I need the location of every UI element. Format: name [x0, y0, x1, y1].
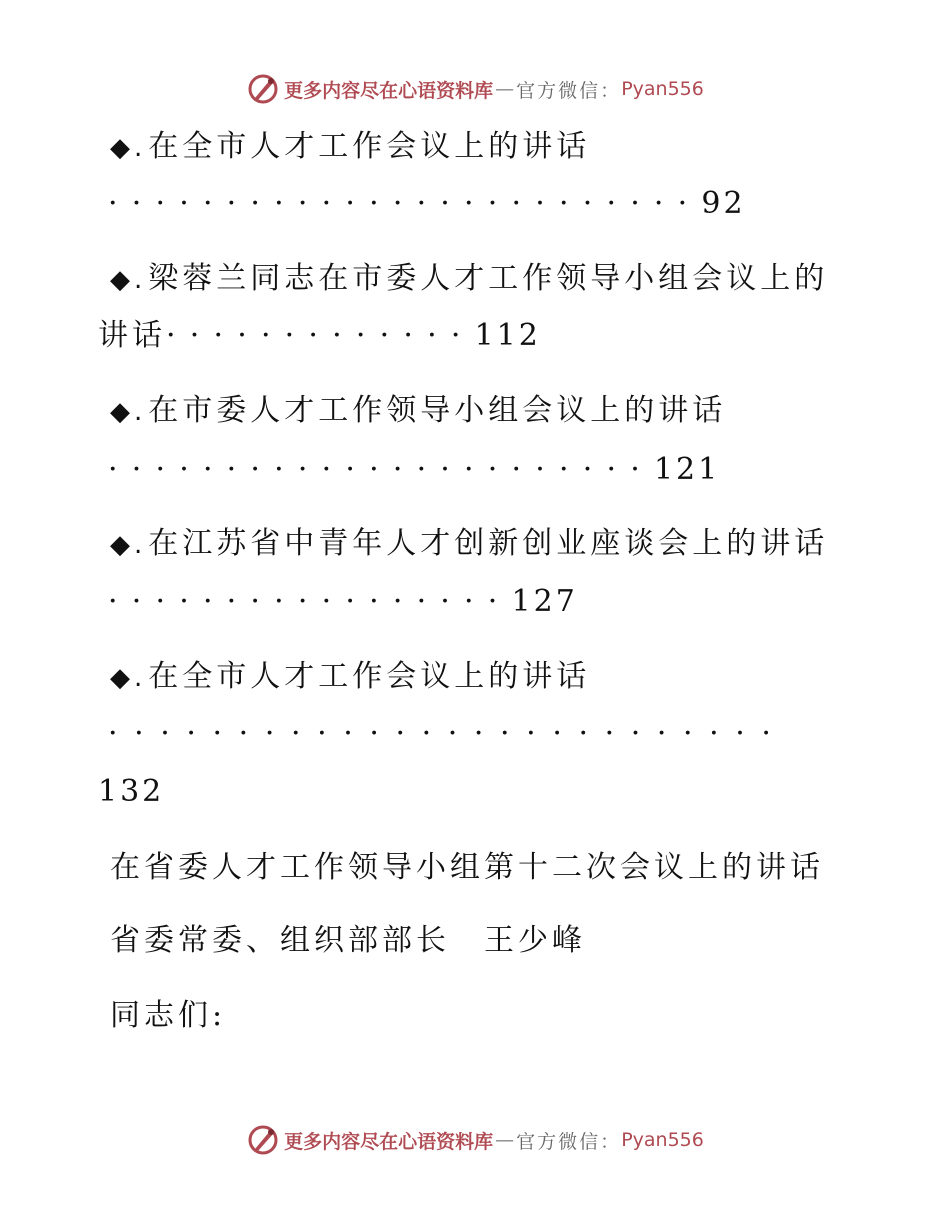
toc-entry-5-page-line	[98, 772, 164, 812]
watermark-official: 官方微信：	[516, 1130, 622, 1153]
toc-entry-2-title: ◆.梁蓉兰同志在市委人才工作领导小组会议上的	[110, 261, 829, 296]
watermark-dash: —	[495, 78, 515, 100]
watermark-official: 官方微信：	[516, 79, 622, 102]
speech-speaker: 省委常委、组织部部长 王少峰	[110, 923, 586, 958]
watermark-account: Pyan556	[621, 1129, 704, 1151]
toc-entry-4-leader: ·················127	[108, 584, 578, 619]
diamond-bullet-icon: ◆.	[110, 133, 147, 163]
toc-entry-1-title: ◆.在全市人才工作会议上的讲话	[110, 129, 591, 164]
pen-logo-icon	[246, 1123, 280, 1157]
diamond-bullet-icon: ◆.	[110, 397, 147, 427]
speech-greeting: 同志们:	[110, 998, 227, 1033]
toc-entry-5-title: ◆.在全市人才工作会议上的讲话	[110, 659, 591, 694]
footer-watermark	[0, 1123, 950, 1157]
toc-entry-2-leader: 讲话·············112	[98, 318, 541, 353]
diamond-bullet-icon: ◆.	[110, 530, 147, 560]
toc-entry-3-leader: ·······················121	[108, 452, 721, 487]
toc-entry-3-title: ◆.在市委人才工作领导小组会议上的讲话	[110, 393, 727, 428]
watermark-account: Pyan556	[621, 78, 704, 100]
pen-logo-icon	[246, 72, 280, 106]
watermark-brand: 更多内容尽在心语资料库	[284, 79, 494, 102]
toc-entry-4-title: ◆.在江苏省中青年人才创新创业座谈会上的讲话	[110, 526, 829, 561]
toc-entry-3-page: 121	[653, 452, 721, 487]
watermark-dash: —	[495, 1129, 515, 1151]
speech-title: 在省委人才工作领导小组第十二次会议上的讲话	[110, 850, 824, 885]
toc-entry-1-page: 92	[701, 186, 746, 221]
toc-entry-5-page: 132	[98, 774, 165, 809]
toc-entry-2-page: 112	[474, 318, 541, 353]
toc-entry-1-leader: ·························92	[108, 186, 746, 221]
watermark-brand: 更多内容尽在心语资料库	[284, 1130, 494, 1153]
diamond-bullet-icon: ◆.	[110, 265, 147, 295]
toc-entry-4-page: 127	[511, 584, 578, 619]
diamond-bullet-icon: ◆.	[110, 663, 147, 693]
header-watermark	[0, 72, 950, 106]
toc-entry-5-leader: ··························	[108, 716, 788, 751]
